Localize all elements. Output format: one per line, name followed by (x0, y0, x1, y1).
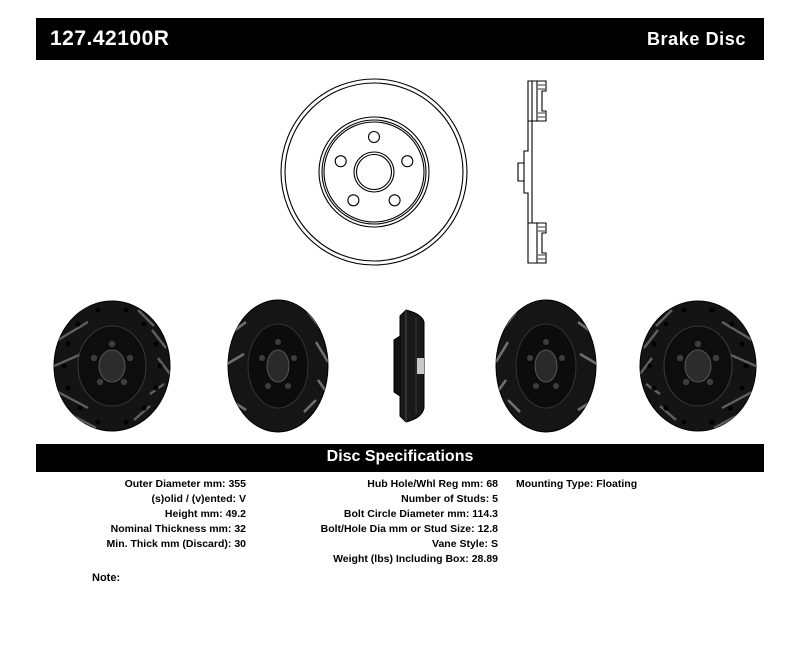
spec-value: 68 (486, 478, 498, 490)
line-drawing-area (36, 62, 764, 282)
spec-label: Number of Studs: (401, 493, 490, 505)
spec-value: 12.8 (477, 523, 498, 535)
product-photo-row (36, 296, 764, 441)
spec-row (258, 522, 498, 537)
spec-value: 114.3 (472, 508, 498, 520)
spec-label: Hub Hole/Whl Reg mm: (367, 478, 484, 490)
spec-row (36, 522, 246, 537)
spec-row (36, 507, 246, 522)
page-title: Brake Disc (646, 29, 746, 49)
brake-rotor-edge-profile (386, 296, 442, 436)
header-bar (36, 18, 764, 60)
spec-column-right (516, 477, 764, 492)
spec-label: Weight (lbs) Including Box: (333, 553, 469, 565)
spec-value: Floating (596, 478, 638, 490)
spec-value: 28.89 (471, 553, 498, 565)
spec-row (36, 477, 246, 492)
spec-row (258, 492, 498, 507)
spec-label: Bolt Circle Diameter mm: (343, 508, 470, 520)
spec-row (516, 477, 764, 492)
spec-title-bar (36, 444, 764, 472)
note-field (92, 572, 120, 584)
spec-row (258, 477, 498, 492)
spec-label: Mounting Type: (516, 478, 594, 490)
brake-rotor-drilled-slotted-angled-left (42, 296, 182, 436)
spec-label: Bolt/Hole Dia mm or Stud Size: (320, 523, 475, 535)
spec-table (36, 477, 764, 587)
spec-label: (s)olid / (v)ented: (151, 493, 237, 505)
spec-value: 355 (228, 478, 246, 490)
spec-column-left (36, 477, 246, 552)
spec-column-middle (258, 477, 498, 567)
spec-label: Nominal Thickness mm: (110, 523, 232, 535)
brake-rotor-slotted-face-left (208, 296, 348, 436)
spec-label: Vane Style: (432, 538, 489, 550)
spec-row (258, 537, 498, 552)
spec-value: S (490, 538, 498, 550)
brake-disc-face-line-drawing (264, 67, 494, 277)
spec-value: 30 (234, 538, 246, 550)
spec-label: Min. Thick mm (Discard): (106, 538, 232, 550)
spec-value: V (238, 493, 246, 505)
spec-title: Disc Specifications (326, 448, 474, 465)
brake-rotor-drilled-slotted-angled-right (628, 296, 768, 436)
spec-row (36, 537, 246, 552)
brake-rotor-slotted-face-right (476, 296, 616, 436)
part-number: 127.42100R (50, 27, 170, 50)
spec-row (258, 507, 498, 522)
spec-row (258, 552, 498, 567)
spec-row (36, 492, 246, 507)
spec-value: 5 (492, 493, 498, 505)
spec-label: Height mm: (164, 508, 223, 520)
spec-label: Outer Diameter mm: (124, 478, 226, 490)
spec-value: 49.2 (225, 508, 246, 520)
spec-value: 32 (234, 523, 246, 535)
brake-disc-cross-section-line-drawing (498, 67, 588, 277)
note-label: Note: (92, 572, 121, 584)
